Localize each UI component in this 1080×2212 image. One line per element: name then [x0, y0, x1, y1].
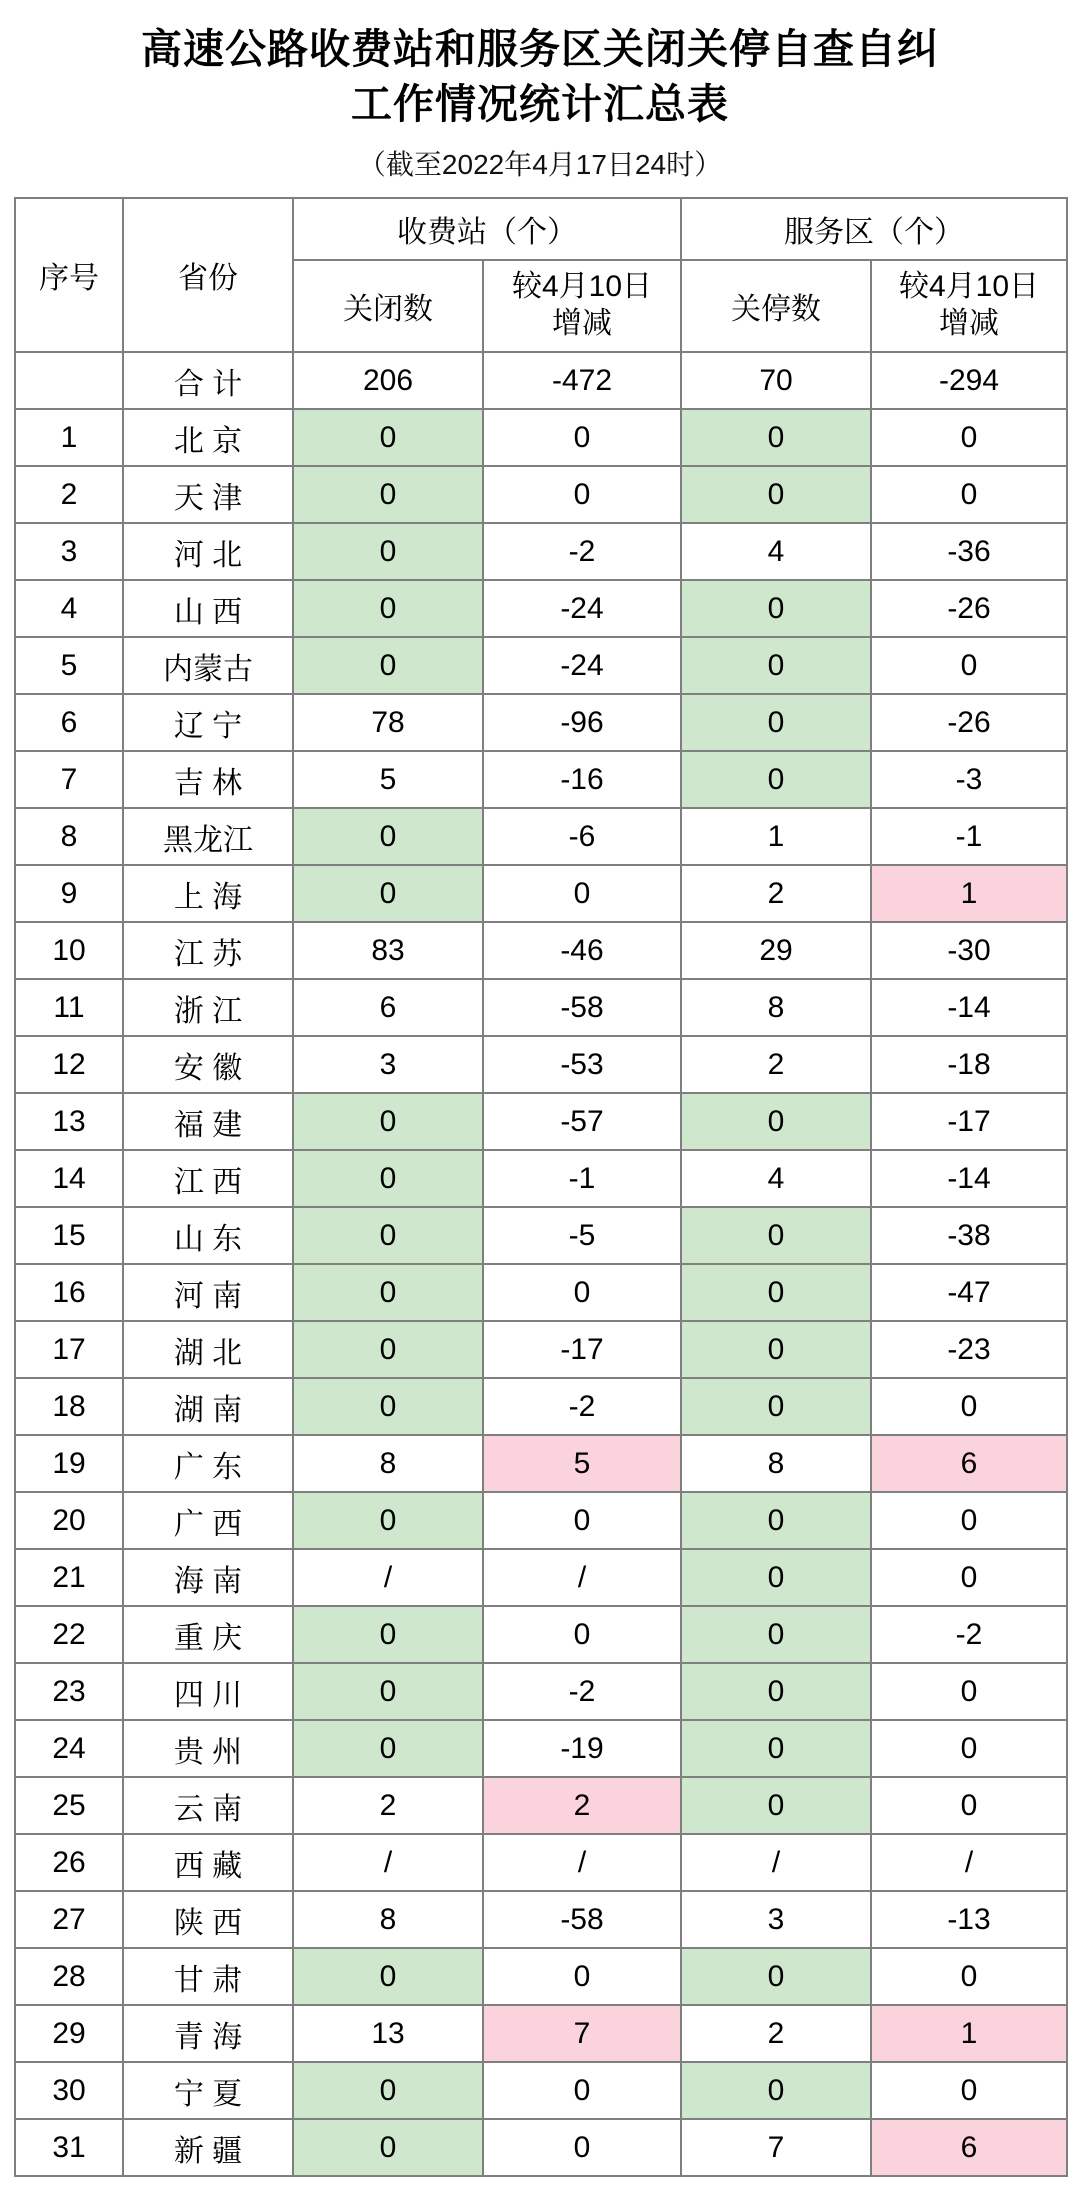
- row-index: 8: [15, 808, 123, 865]
- table-body: [15, 352, 1067, 2176]
- row-toll-closed: 0: [293, 1663, 483, 1720]
- row-toll-change: /: [483, 1834, 681, 1891]
- row-toll-change: -53: [483, 1036, 681, 1093]
- row-toll-change: -24: [483, 637, 681, 694]
- row-index: 20: [15, 1492, 123, 1549]
- row-province: 江 西: [123, 1150, 293, 1207]
- header-service-change-line1: 较4月10日: [898, 270, 1040, 304]
- row-province: 宁 夏: [123, 2062, 293, 2119]
- row-service-closed: 0: [681, 409, 871, 466]
- row-toll-closed: 0: [293, 1093, 483, 1150]
- table-row: [15, 1606, 1067, 1663]
- row-toll-change: 0: [483, 1606, 681, 1663]
- row-toll-closed: 0: [293, 808, 483, 865]
- table-row: [15, 1264, 1067, 1321]
- row-toll-closed: 8: [293, 1891, 483, 1948]
- row-toll-closed: 0: [293, 523, 483, 580]
- row-service-closed: 0: [681, 751, 871, 808]
- row-province: 江 苏: [123, 922, 293, 979]
- row-index: 31: [15, 2119, 123, 2176]
- table-row: [15, 1150, 1067, 1207]
- header-service-change: [871, 260, 1067, 352]
- page-title: [14, 22, 1066, 131]
- row-toll-change: 0: [483, 1264, 681, 1321]
- row-toll-closed: 0: [293, 1948, 483, 2005]
- row-service-change: 0: [871, 1378, 1067, 1435]
- table-row: [15, 523, 1067, 580]
- row-toll-change: 0: [483, 466, 681, 523]
- row-toll-change: -58: [483, 1891, 681, 1948]
- row-province: 海 南: [123, 1549, 293, 1606]
- table-row: [15, 1720, 1067, 1777]
- table-row: [15, 694, 1067, 751]
- row-toll-closed: 0: [293, 1720, 483, 1777]
- row-service-closed: 2: [681, 2005, 871, 2062]
- total-toll-closed: 206: [293, 352, 483, 409]
- row-index: 1: [15, 409, 123, 466]
- table-row: [15, 1036, 1067, 1093]
- row-service-closed: 0: [681, 1948, 871, 2005]
- row-province: 甘 肃: [123, 1948, 293, 2005]
- row-toll-closed: 8: [293, 1435, 483, 1492]
- table-row: [15, 2062, 1067, 2119]
- row-toll-closed: 0: [293, 865, 483, 922]
- row-index: 29: [15, 2005, 123, 2062]
- row-toll-change: -96: [483, 694, 681, 751]
- row-service-change: -26: [871, 580, 1067, 637]
- row-service-change: -14: [871, 979, 1067, 1036]
- total-service-closed: 70: [681, 352, 871, 409]
- row-index: 30: [15, 2062, 123, 2119]
- row-index: 7: [15, 751, 123, 808]
- row-service-change: -36: [871, 523, 1067, 580]
- table-row: [15, 1378, 1067, 1435]
- row-toll-closed: 83: [293, 922, 483, 979]
- row-index: 10: [15, 922, 123, 979]
- row-service-change: 0: [871, 1948, 1067, 2005]
- header-row-groups: [15, 198, 1067, 260]
- row-service-change: 0: [871, 1720, 1067, 1777]
- table-row: [15, 1777, 1067, 1834]
- row-province: 安 徽: [123, 1036, 293, 1093]
- row-service-closed: 8: [681, 979, 871, 1036]
- row-index: 4: [15, 580, 123, 637]
- header-province: 省份: [123, 198, 293, 352]
- row-index: 2: [15, 466, 123, 523]
- row-index: 15: [15, 1207, 123, 1264]
- table-row: [15, 2005, 1067, 2062]
- row-service-change: -13: [871, 1891, 1067, 1948]
- row-service-closed: 3: [681, 1891, 871, 1948]
- header-group-service: 服务区（个）: [681, 198, 1067, 260]
- row-service-closed: 2: [681, 865, 871, 922]
- row-toll-closed: 3: [293, 1036, 483, 1093]
- row-toll-closed: 0: [293, 1207, 483, 1264]
- row-service-change: -14: [871, 1150, 1067, 1207]
- table-row: [15, 1663, 1067, 1720]
- row-index: 11: [15, 979, 123, 1036]
- table-row: [15, 979, 1067, 1036]
- row-index: 27: [15, 1891, 123, 1948]
- row-service-closed: 4: [681, 1150, 871, 1207]
- row-service-change: -23: [871, 1321, 1067, 1378]
- row-toll-change: -5: [483, 1207, 681, 1264]
- row-toll-change: -24: [483, 580, 681, 637]
- row-service-change: /: [871, 1834, 1067, 1891]
- table-row: [15, 2119, 1067, 2176]
- table-row: [15, 1891, 1067, 1948]
- title-line-1: 高速公路收费站和服务区关闭关停自查自纠: [141, 26, 939, 72]
- row-service-closed: 0: [681, 580, 871, 637]
- row-toll-change: -46: [483, 922, 681, 979]
- row-service-closed: 0: [681, 1549, 871, 1606]
- row-toll-change: -57: [483, 1093, 681, 1150]
- row-index: 14: [15, 1150, 123, 1207]
- row-province: 重 庆: [123, 1606, 293, 1663]
- row-service-change: -30: [871, 922, 1067, 979]
- row-toll-change: -2: [483, 1378, 681, 1435]
- row-service-closed: 0: [681, 637, 871, 694]
- row-index: 26: [15, 1834, 123, 1891]
- row-toll-closed: /: [293, 1834, 483, 1891]
- row-service-change: -18: [871, 1036, 1067, 1093]
- row-service-closed: 0: [681, 2062, 871, 2119]
- row-province: 云 南: [123, 1777, 293, 1834]
- row-province: 天 津: [123, 466, 293, 523]
- row-toll-change: -19: [483, 1720, 681, 1777]
- table-row: [15, 1549, 1067, 1606]
- row-service-closed: 8: [681, 1435, 871, 1492]
- row-province: 山 西: [123, 580, 293, 637]
- row-province: 河 北: [123, 523, 293, 580]
- row-index: 16: [15, 1264, 123, 1321]
- row-service-change: 6: [871, 1435, 1067, 1492]
- table-row: [15, 922, 1067, 979]
- table-header: [15, 198, 1067, 352]
- row-toll-change: 0: [483, 2062, 681, 2119]
- row-service-change: 0: [871, 409, 1067, 466]
- row-index: 19: [15, 1435, 123, 1492]
- table-row: [15, 409, 1067, 466]
- row-toll-closed: 0: [293, 1378, 483, 1435]
- row-service-closed: 0: [681, 1777, 871, 1834]
- row-toll-closed: /: [293, 1549, 483, 1606]
- row-toll-closed: 0: [293, 2062, 483, 2119]
- row-toll-closed: 6: [293, 979, 483, 1036]
- row-toll-change: -2: [483, 1663, 681, 1720]
- row-toll-change: -58: [483, 979, 681, 1036]
- row-toll-change: 0: [483, 865, 681, 922]
- row-province: 吉 林: [123, 751, 293, 808]
- row-province: 广 东: [123, 1435, 293, 1492]
- row-index: 12: [15, 1036, 123, 1093]
- row-service-change: -38: [871, 1207, 1067, 1264]
- total-service-change: -294: [871, 352, 1067, 409]
- row-service-closed: 0: [681, 1093, 871, 1150]
- page-subtitle: （截至2022年4月17日24时）: [357, 149, 723, 181]
- header-service-change-line2: 增减: [939, 307, 999, 341]
- row-toll-closed: 0: [293, 1321, 483, 1378]
- row-toll-change: 0: [483, 409, 681, 466]
- table-row: [15, 1834, 1067, 1891]
- total-index: [15, 352, 123, 409]
- row-province: 浙 江: [123, 979, 293, 1036]
- header-toll-change-line2: 增减: [552, 307, 612, 341]
- row-toll-closed: 0: [293, 1606, 483, 1663]
- row-service-change: -3: [871, 751, 1067, 808]
- row-province: 黑龙江: [123, 808, 293, 865]
- row-toll-closed: 0: [293, 1264, 483, 1321]
- row-service-closed: 29: [681, 922, 871, 979]
- row-service-closed: 7: [681, 2119, 871, 2176]
- row-province: 上 海: [123, 865, 293, 922]
- row-toll-closed: 0: [293, 1492, 483, 1549]
- header-toll-change: [483, 260, 681, 352]
- row-service-closed: 0: [681, 1321, 871, 1378]
- row-service-closed: 0: [681, 1378, 871, 1435]
- row-service-closed: 0: [681, 1207, 871, 1264]
- row-toll-closed: 0: [293, 409, 483, 466]
- row-toll-closed: 0: [293, 2119, 483, 2176]
- row-service-change: 0: [871, 637, 1067, 694]
- row-service-change: 0: [871, 1492, 1067, 1549]
- row-toll-closed: 0: [293, 580, 483, 637]
- header-toll-closed: 关闭数: [293, 260, 483, 352]
- row-toll-closed: 78: [293, 694, 483, 751]
- row-index: 28: [15, 1948, 123, 2005]
- row-toll-change: 2: [483, 1777, 681, 1834]
- row-toll-change: -1: [483, 1150, 681, 1207]
- row-service-change: -47: [871, 1264, 1067, 1321]
- row-province: 北 京: [123, 409, 293, 466]
- row-index: 3: [15, 523, 123, 580]
- table-row: [15, 751, 1067, 808]
- row-province: 四 川: [123, 1663, 293, 1720]
- row-province: 山 东: [123, 1207, 293, 1264]
- row-province: 湖 北: [123, 1321, 293, 1378]
- row-service-change: -2: [871, 1606, 1067, 1663]
- row-service-closed: 0: [681, 1663, 871, 1720]
- row-province: 湖 南: [123, 1378, 293, 1435]
- row-toll-change: 0: [483, 1492, 681, 1549]
- row-service-change: -26: [871, 694, 1067, 751]
- header-service-closed: 关停数: [681, 260, 871, 352]
- row-service-change: 0: [871, 466, 1067, 523]
- header-index: 序号: [15, 198, 123, 352]
- row-index: 22: [15, 1606, 123, 1663]
- row-toll-change: -17: [483, 1321, 681, 1378]
- row-province: 青 海: [123, 2005, 293, 2062]
- row-service-closed: 4: [681, 523, 871, 580]
- row-service-closed: /: [681, 1834, 871, 1891]
- row-toll-change: -2: [483, 523, 681, 580]
- row-service-change: 0: [871, 1777, 1067, 1834]
- row-toll-closed: 13: [293, 2005, 483, 2062]
- row-index: 25: [15, 1777, 123, 1834]
- row-province: 新 疆: [123, 2119, 293, 2176]
- row-province: 陕 西: [123, 1891, 293, 1948]
- row-toll-closed: 5: [293, 751, 483, 808]
- table-row: [15, 466, 1067, 523]
- table-row: [15, 1948, 1067, 2005]
- table-row-total: [15, 352, 1067, 409]
- row-service-change: 0: [871, 2062, 1067, 2119]
- row-province: 贵 州: [123, 1720, 293, 1777]
- row-service-closed: 0: [681, 1492, 871, 1549]
- row-service-closed: 0: [681, 1606, 871, 1663]
- row-toll-change: /: [483, 1549, 681, 1606]
- row-index: 21: [15, 1549, 123, 1606]
- row-index: 13: [15, 1093, 123, 1150]
- row-index: 9: [15, 865, 123, 922]
- table-row: [15, 637, 1067, 694]
- row-index: 5: [15, 637, 123, 694]
- table-row: [15, 1435, 1067, 1492]
- table-row: [15, 580, 1067, 637]
- table-row: [15, 1093, 1067, 1150]
- row-service-closed: 0: [681, 466, 871, 523]
- row-toll-change: 5: [483, 1435, 681, 1492]
- row-service-change: 1: [871, 2005, 1067, 2062]
- row-toll-change: 0: [483, 1948, 681, 2005]
- row-province: 广 西: [123, 1492, 293, 1549]
- total-province: 合 计: [123, 352, 293, 409]
- row-toll-closed: 0: [293, 637, 483, 694]
- row-index: 6: [15, 694, 123, 751]
- table-row: [15, 1207, 1067, 1264]
- row-service-change: -17: [871, 1093, 1067, 1150]
- row-province: 辽 宁: [123, 694, 293, 751]
- row-service-closed: 2: [681, 1036, 871, 1093]
- row-index: 17: [15, 1321, 123, 1378]
- row-province: 内蒙古: [123, 637, 293, 694]
- row-service-closed: 0: [681, 694, 871, 751]
- row-index: 23: [15, 1663, 123, 1720]
- header-toll-change-line1: 较4月10日: [511, 270, 653, 304]
- row-service-change: 6: [871, 2119, 1067, 2176]
- row-service-change: 0: [871, 1549, 1067, 1606]
- row-toll-change: -6: [483, 808, 681, 865]
- header-group-toll: 收费站（个）: [293, 198, 681, 260]
- row-service-change: 0: [871, 1663, 1067, 1720]
- row-service-closed: 0: [681, 1264, 871, 1321]
- row-index: 24: [15, 1720, 123, 1777]
- row-toll-change: 7: [483, 2005, 681, 2062]
- row-toll-change: 0: [483, 2119, 681, 2176]
- table-row: [15, 865, 1067, 922]
- row-index: 18: [15, 1378, 123, 1435]
- row-service-closed: 1: [681, 808, 871, 865]
- table-row: [15, 1492, 1067, 1549]
- row-province: 河 南: [123, 1264, 293, 1321]
- row-toll-change: -16: [483, 751, 681, 808]
- row-toll-closed: 0: [293, 466, 483, 523]
- row-service-change: 1: [871, 865, 1067, 922]
- row-province: 西 藏: [123, 1834, 293, 1891]
- total-toll-change: -472: [483, 352, 681, 409]
- row-service-closed: 0: [681, 1720, 871, 1777]
- row-toll-closed: 0: [293, 1150, 483, 1207]
- row-province: 福 建: [123, 1093, 293, 1150]
- row-toll-closed: 2: [293, 1777, 483, 1834]
- statistics-table: [14, 197, 1068, 2177]
- table-row: [15, 808, 1067, 865]
- row-service-change: -1: [871, 808, 1067, 865]
- title-line-2: 工作情况统计汇总表: [351, 80, 729, 127]
- table-row: [15, 1321, 1067, 1378]
